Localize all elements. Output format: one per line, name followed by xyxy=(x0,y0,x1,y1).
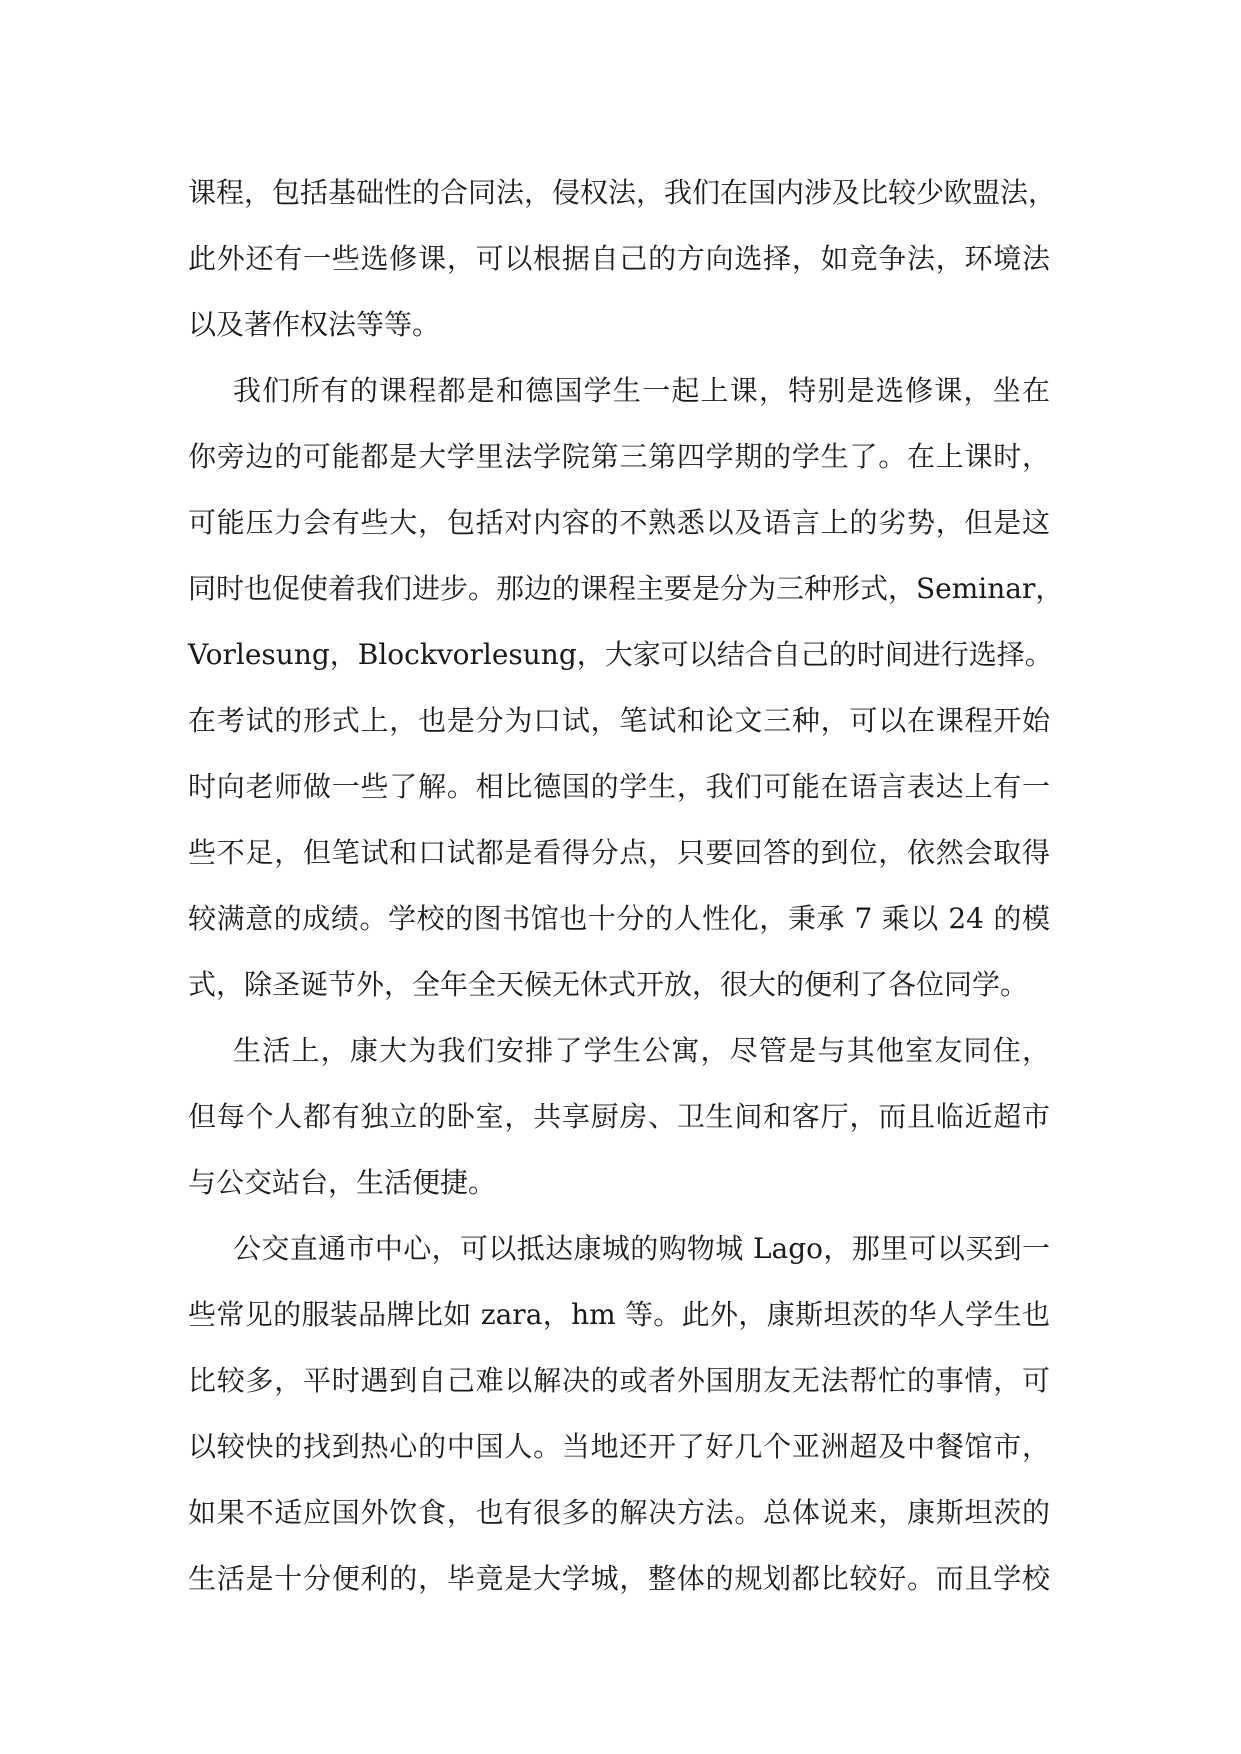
text-line: 比较多，平时遇到自己难以解决的或者外国朋友无法帮忙的事情，可 xyxy=(188,1364,1050,1397)
text-line: 式，除圣诞节外，全年全天候无休式开放，很大的便利了各位同学。 xyxy=(188,968,1029,1001)
text-line: 你旁边的可能都是大学里法学院第三第四学期的学生了。在上课时， xyxy=(188,440,1050,473)
text-line: 以及著作权法等等。 xyxy=(188,308,441,341)
text-line: Vorlesung，Blockvorlesung，大家可以结合自己的时间进行选择。 xyxy=(188,638,1053,671)
text-line: 公交直通市中心，可以抵达康城的购物城 Lago，那里可以买到一 xyxy=(233,1232,1050,1265)
paragraph xyxy=(188,160,1057,358)
text-line: 些常见的服装品牌比如 zara，hm 等。此外，康斯坦茨的华人学生也 xyxy=(188,1298,1050,1331)
paragraph xyxy=(188,1216,1050,1612)
text-line: 课程，包括基础性的合同法，侵权法，我们在国内涉及比较少欧盟法， xyxy=(188,176,1057,209)
document-body xyxy=(188,160,1064,1612)
text-line: 与公交站台，生活便捷。 xyxy=(188,1166,497,1199)
text-line: 如果不适应国外饮食，也有很多的解决方法。总体说来，康斯坦茨的 xyxy=(188,1496,1050,1529)
text-line: 生活上，康大为我们安排了学生公寓，尽管是与其他室友同住， xyxy=(233,1034,1050,1067)
text-line: 此外还有一些选修课，可以根据自己的方向选择，如竞争法，环境法 xyxy=(188,242,1050,275)
text-line: 在考试的形式上，也是分为口试，笔试和论文三种，可以在课程开始 xyxy=(188,704,1050,737)
text-line: 可能压力会有些大，包括对内容的不熟悉以及语言上的劣势，但是这 xyxy=(188,506,1050,539)
text-line: 生活是十分便利的，毕竟是大学城，整体的规划都比较好。而且学校 xyxy=(188,1562,1050,1595)
paragraph xyxy=(188,1018,1050,1216)
text-line: 同时也促使着我们进步。那边的课程主要是分为三种形式，Seminar， xyxy=(188,572,1064,605)
text-line: 以较快的找到热心的中国人。当地还开了好几个亚洲超及中餐馆市， xyxy=(188,1430,1050,1463)
text-line: 较满意的成绩。学校的图书馆也十分的人性化，秉承 7 乘以 24 的模 xyxy=(188,902,1050,935)
text-line: 时向老师做一些了解。相比德国的学生，我们可能在语言表达上有一 xyxy=(188,770,1050,803)
text-line: 我们所有的课程都是和德国学生一起上课，特别是选修课，坐在 xyxy=(233,374,1050,407)
text-line: 但每个人都有独立的卧室，共享厨房、卫生间和客厅，而且临近超市 xyxy=(188,1100,1050,1133)
paragraph xyxy=(188,358,1064,1018)
text-line: 些不足，但笔试和口试都是看得分点，只要回答的到位，依然会取得 xyxy=(188,836,1050,869)
